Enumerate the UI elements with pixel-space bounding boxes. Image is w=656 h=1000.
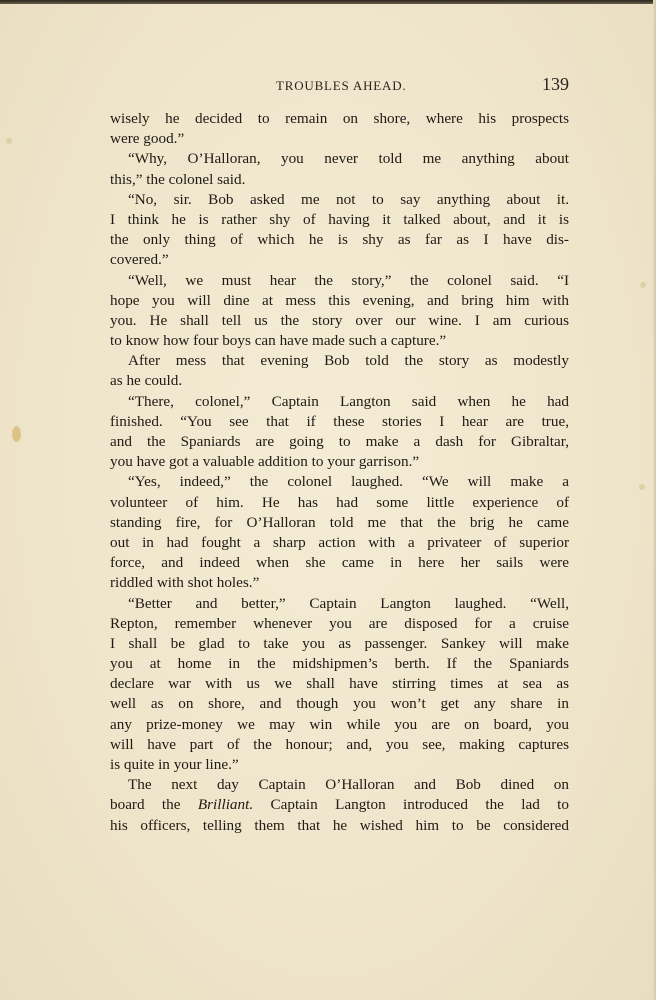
body-text — [110, 109, 569, 836]
text-line: you have got a valuable addition to your garrison.” — [110, 453, 420, 471]
text-line: “No, sir. Bob asked me not to say anything about it. — [128, 190, 569, 208]
page-number: 139 — [542, 74, 569, 94]
foxing-spot — [12, 426, 21, 442]
text-line: wisely he decided to remain on shore, where his prospects — [110, 110, 569, 127]
text-line: “Better and better,” Captain Langton laughed. “Well, — [128, 594, 569, 612]
text-line: well as on shore, and though you won’t get any share in — [110, 695, 569, 713]
text-line: as he could. — [110, 372, 183, 390]
text-line: is quite in your line.” — [110, 756, 239, 773]
text-line: any prize-money we may win while you are on board, you — [110, 715, 569, 733]
text-line: finished. “You see that if these stories I hear are true, — [110, 412, 569, 430]
text-line: After mess that evening Bob told the story as modestly — [128, 352, 569, 370]
text-line: were good.” — [110, 130, 185, 148]
text-line: volunteer of him. He has had some little experience of — [110, 493, 569, 511]
text-line: riddled with shot holes.” — [110, 574, 260, 592]
text-line: I shall be glad to take you as passenger. Sankey will make — [110, 634, 569, 652]
text-line: the only thing of which he is shy as far as I have dis- — [110, 231, 569, 249]
text-line: “There, colonel,” Captain Langton said when he had — [128, 392, 569, 410]
text-line: you at home in the midshipmen’s berth. If the Spaniards — [110, 655, 569, 673]
page-header — [110, 74, 569, 98]
foxing-spot — [6, 138, 12, 144]
text-line: this,” the colonel said. — [110, 170, 246, 188]
text-line: covered.” — [110, 251, 169, 269]
text-line: his officers, telling them that he wished him to be considered — [110, 816, 569, 834]
text-line: out in had fought a sharp action with a privateer of superior — [110, 533, 569, 551]
foxing-spot — [639, 484, 645, 490]
text-fragment: Captain Langton introduced the lad to — [253, 796, 569, 814]
text-line: “Why, O’Halloran, you never told me anything about — [128, 150, 569, 168]
text-line — [110, 795, 569, 815]
foxing-spot — [640, 282, 646, 288]
text-line: to know how four boys can have made such a capture.” — [110, 332, 447, 350]
text-line: will have part of the honour; and, you see, making captures — [110, 735, 569, 753]
text-line: force, and indeed when she came in here her sails were — [110, 554, 569, 572]
ship-name: Brilliant. — [197, 796, 254, 814]
text-line: standing fire, for O’Halloran told me that the brig he came — [110, 513, 569, 531]
text-fragment: board the — [110, 796, 198, 814]
page-top-edge — [0, 0, 656, 4]
running-head: TROUBLES AHEAD. — [276, 78, 407, 93]
text-line: I think he is rather shy of having it talked about, and it is — [110, 210, 569, 228]
text-line: “Well, we must hear the story,” the colonel said. “I — [128, 271, 569, 289]
text-line: “Yes, indeed,” the colonel laughed. “We will make a — [128, 473, 569, 491]
text-line: The next day Captain O’Halloran and Bob dined on — [128, 776, 569, 794]
text-line: you. He shall tell us the story over our wine. I am curious — [110, 311, 569, 329]
text-line: hope you will dine at mess this evening, and bring him with — [110, 291, 569, 309]
text-line: Repton, remember whenever you are disposed for a cruise — [110, 614, 569, 632]
text-line: and the Spaniards are going to make a dash for Gibraltar, — [110, 433, 569, 450]
text-line: declare war with us we shall have stirring times at sea as — [110, 675, 569, 693]
